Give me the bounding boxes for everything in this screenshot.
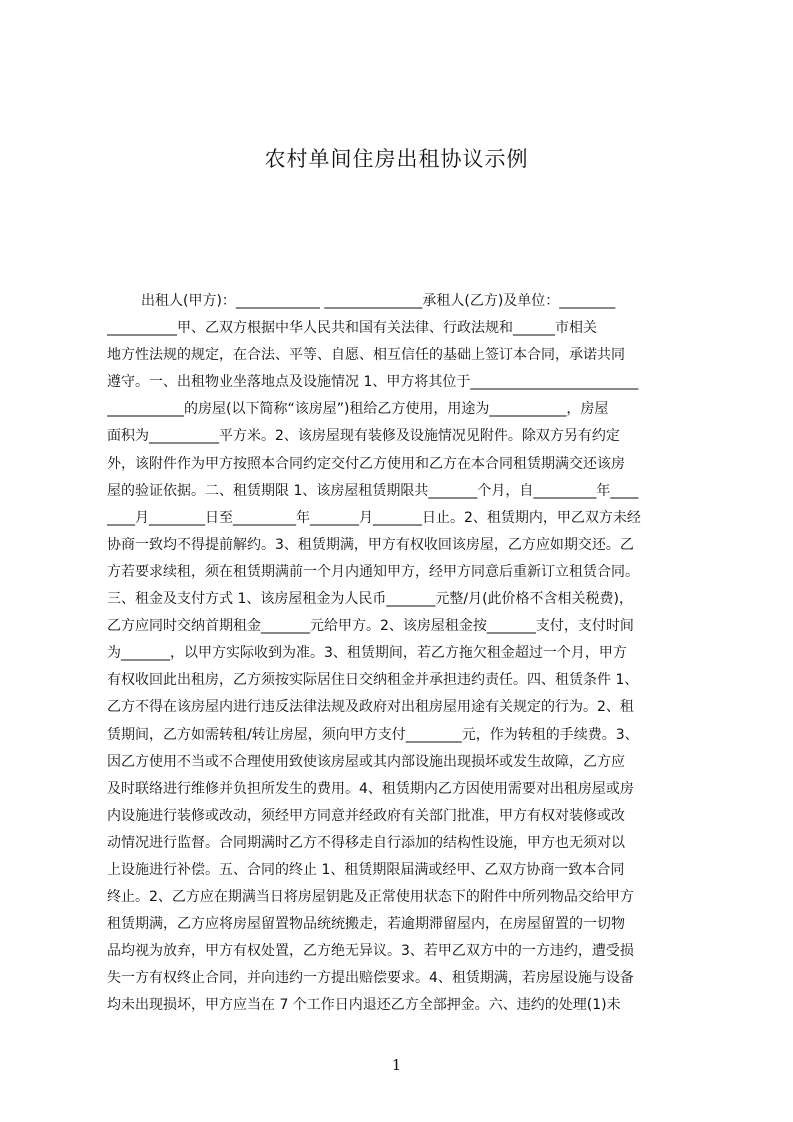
text-line: 出租人(甲方)：____________ ______________承租人(乙方)及单位：________: [141, 293, 616, 309]
text-line: 均未出现损坏，甲方应当在 7 个工作日内退还乙方全部押金。六、违约的处理(1)未: [107, 997, 621, 1014]
text-line: __________甲、乙双方根据中华人民共和国有关法律、行政法规和______市相关: [107, 320, 597, 337]
text-line: 乙方应同时交纳首期租金_______元给甲方。2、该房屋租金按_______支付，支付时间: [107, 618, 634, 635]
text-line: 失一方有权终止合同，并向违约一方提出赔偿要求。4、租赁期满，若房屋设施与设备: [107, 970, 634, 987]
text-line: 协商一致均不得提前解约。3、租赁期满，甲方有权收回该房屋，乙方应如期交还。乙: [107, 536, 634, 553]
page-number: 1: [391, 1056, 402, 1074]
text-line: 因乙方使用不当或不合理使用致使该房屋或其内部设施出现损坏或发生故障，乙方应: [107, 753, 625, 770]
text-line: 品均视为放弃，甲方有权处置，乙方绝无异议。3、若甲乙双方中的一方违约，遭受损: [107, 943, 634, 960]
text-line: 三、租金及支付方式 1、该房屋租金为人民币_______元整/月(此价格不含相关税费)，: [107, 591, 633, 608]
text-line: 内设施进行装修或改动，须经甲方同意并经政府有关部门批准，甲方有权对装修或改: [107, 807, 625, 824]
text-line: 及时联络进行维修并负担所发生的费用。4、租赁期内乙方因使用需要对出租房屋或房: [107, 780, 634, 797]
contract-body: [107, 288, 698, 1020]
text-line: 地方性法规的规定，在合法、平等、自愿、相互信任的基础上签订本合同，承诺共同: [107, 347, 625, 364]
text-line: 遵守。一、出租物业坐落地点及设施情况 1、甲方将其位于________________________: [107, 374, 639, 391]
text-line: 上设施进行补偿。五、合同的终止 1、租赁期限届满或经甲、乙双方协商一致本合同: [107, 861, 625, 878]
text-line: 有权收回此出租房，乙方须按实际居住日交纳租金并承担违约责任。四、租赁条件 1、: [107, 672, 639, 689]
text-line: 方若要求续租，须在租赁期满前一个月内通知甲方，经甲方同意后重新订立租赁合同。: [107, 563, 639, 580]
text-line: 动情况进行监督。合同期满时乙方不得移走自行添加的结构性设施，甲方也无须对以: [107, 834, 625, 851]
text-line: 面积为__________平方米。2、该房屋现有装修及设施情况见附件。除双方另有约定: [107, 428, 620, 445]
text-line: 为_______，以甲方实际收到为准。3、租赁期间，若乙方拖欠租金超过一个月，甲方: [107, 645, 627, 662]
text-line: 租赁期满，乙方应将房屋留置物品统统搬走，若逾期滞留屋内，在房屋留置的一切物: [107, 916, 625, 933]
text-line: 屋的验证依据。二、租赁期限 1、该房屋租赁期限共_______个月，自_________年____: [107, 482, 639, 499]
text-line: 赁期间，乙方如需转租/转让房屋，须向甲方支付________元，作为转租的手续费。3、: [107, 726, 639, 743]
text-line: ___________的房屋(以下简称“该房屋”)租给乙方使用，用途为___________，房屋: [107, 401, 609, 418]
text-line: 乙方不得在该房屋内进行违反法律法规及政府对出租房屋用途有关规定的行为。2、租: [107, 699, 634, 716]
document-title: 农村单间住房出租协议示例: [264, 147, 529, 171]
text-line: ____月________日至_________年_______月_______日止。2、租赁期内，甲乙双方未经: [107, 509, 641, 526]
text-line: 终止。2、乙方应在期满当日将房屋钥匙及正常使用状态下的附件中所列物品交给甲方: [107, 889, 634, 906]
text-line: 外，该附件作为甲方按照本合同约定交付乙方使用和乙方在本合同租赁期满交还该房: [107, 455, 625, 472]
